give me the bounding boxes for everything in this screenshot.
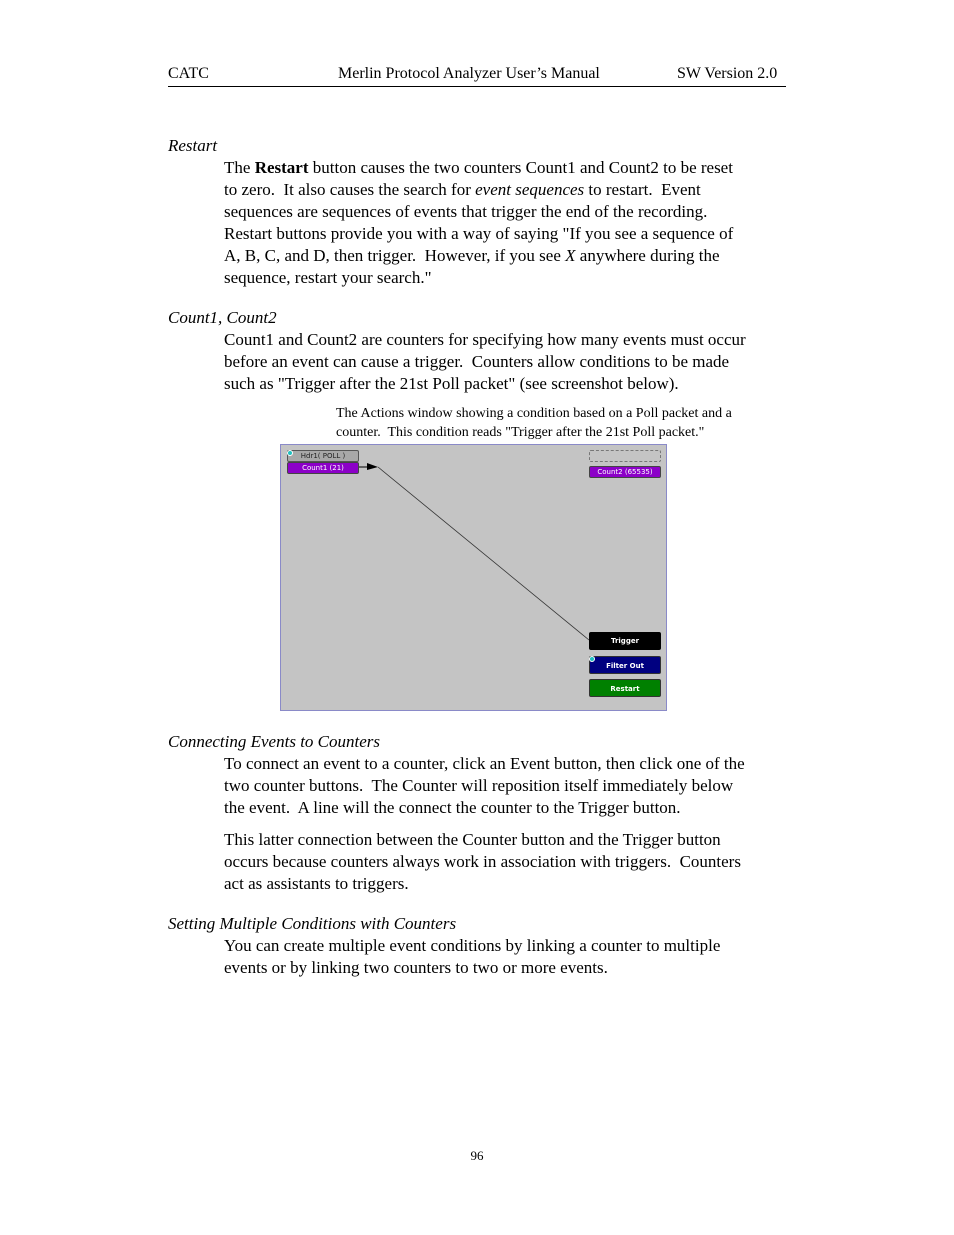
- restart-button[interactable]: Restart: [589, 679, 661, 697]
- text-run: sequence, restart your search.": [224, 268, 432, 287]
- italic-term: X: [565, 246, 576, 265]
- text-run: occurs because counters always work in association with triggers. Counters: [224, 852, 741, 871]
- body-text-line: [224, 776, 733, 796]
- counter1-button[interactable]: Count1 (21): [287, 462, 359, 474]
- italic-term: event sequences: [475, 180, 585, 199]
- filter-out-button[interactable]: Filter Out: [589, 656, 661, 674]
- actions-window-screenshot: [280, 444, 667, 711]
- body-text-line: [224, 754, 745, 774]
- figure-caption-line: counter. This condition reads "Trigger after the 21st Poll packet.": [336, 425, 705, 440]
- section-heading: Restart: [168, 136, 218, 155]
- body-text-line: [224, 374, 679, 394]
- body-text-line: [224, 246, 720, 266]
- body-text-line: [224, 830, 721, 850]
- text-run: Count1 and Count2 are counters for specifying how many events must occur: [224, 330, 746, 349]
- text-run: such as "Trigger after the 21st Poll packet" (see screenshot below).: [224, 374, 679, 393]
- text-run: A, B, C, and D, then trigger. However, if you see: [224, 246, 566, 265]
- text-run: to restart. Event: [584, 180, 701, 199]
- connector-icon: [589, 656, 595, 662]
- body-text-line: [224, 798, 681, 818]
- body-text-line: [224, 874, 409, 894]
- body-text-line: [224, 202, 707, 222]
- body-text-line: [224, 330, 746, 350]
- connector-icon: [287, 450, 293, 456]
- text-run: events or by linking two counters to two or more events.: [224, 958, 608, 977]
- counter2-button[interactable]: Count2 (65535): [589, 466, 661, 478]
- section-heading: Connecting Events to Counters: [168, 732, 381, 751]
- body-text-line: [224, 180, 701, 200]
- header-left: CATC: [168, 65, 209, 82]
- text-run: The: [224, 158, 255, 177]
- header-title: Merlin Protocol Analyzer User’s Manual: [338, 65, 600, 82]
- bold-term: Restart: [254, 158, 309, 177]
- figure-caption-line: The Actions window showing a condition based on a Poll packet and a: [336, 406, 732, 421]
- header-rule: [168, 86, 786, 87]
- section-heading: Count1, Count2: [168, 308, 277, 327]
- text-run: button causes the two counters Count1 and Count2 to be reset: [308, 158, 733, 177]
- body-text-line: [224, 158, 733, 178]
- page-number: 96: [470, 1148, 484, 1163]
- text-run: To connect an event to a counter, click an Event button, then click one of the: [224, 754, 745, 773]
- header-version: SW Version 2.0: [677, 65, 778, 82]
- body-text-line: [224, 958, 608, 978]
- arrow-icon: [367, 463, 378, 470]
- text-run: to zero. It also causes the search for: [224, 180, 476, 199]
- text-run: sequences are sequences of events that trigger the end of the recording.: [224, 202, 708, 221]
- text-run: Restart buttons provide you with a way of saying "If you see a sequence of: [224, 224, 734, 243]
- text-run: two counter buttons. The Counter will reposition itself immediately below: [224, 776, 734, 795]
- body-text-line: [224, 268, 432, 288]
- empty-event-slot: [589, 450, 661, 462]
- text-run: This latter connection between the Counter button and the Trigger button: [224, 830, 721, 849]
- body-text-line: [224, 936, 720, 956]
- body-text-line: [224, 852, 741, 872]
- text-run: before an event can cause a trigger. Counters allow conditions to be made: [224, 352, 730, 371]
- body-text-line: [224, 224, 733, 244]
- trigger-button[interactable]: Trigger: [589, 632, 661, 650]
- body-text-line: [224, 352, 729, 372]
- text-run: the event. A line will the connect the counter to the Trigger button.: [224, 798, 681, 817]
- section-heading: Setting Multiple Conditions with Counters: [168, 914, 457, 933]
- text-run: You can create multiple event conditions by linking a counter to multiple: [224, 936, 721, 955]
- event-button-hdr1[interactable]: Hdr1( POLL ): [287, 450, 359, 462]
- text-run: act as assistants to triggers.: [224, 874, 409, 893]
- text-run: anywhere during the: [575, 246, 720, 265]
